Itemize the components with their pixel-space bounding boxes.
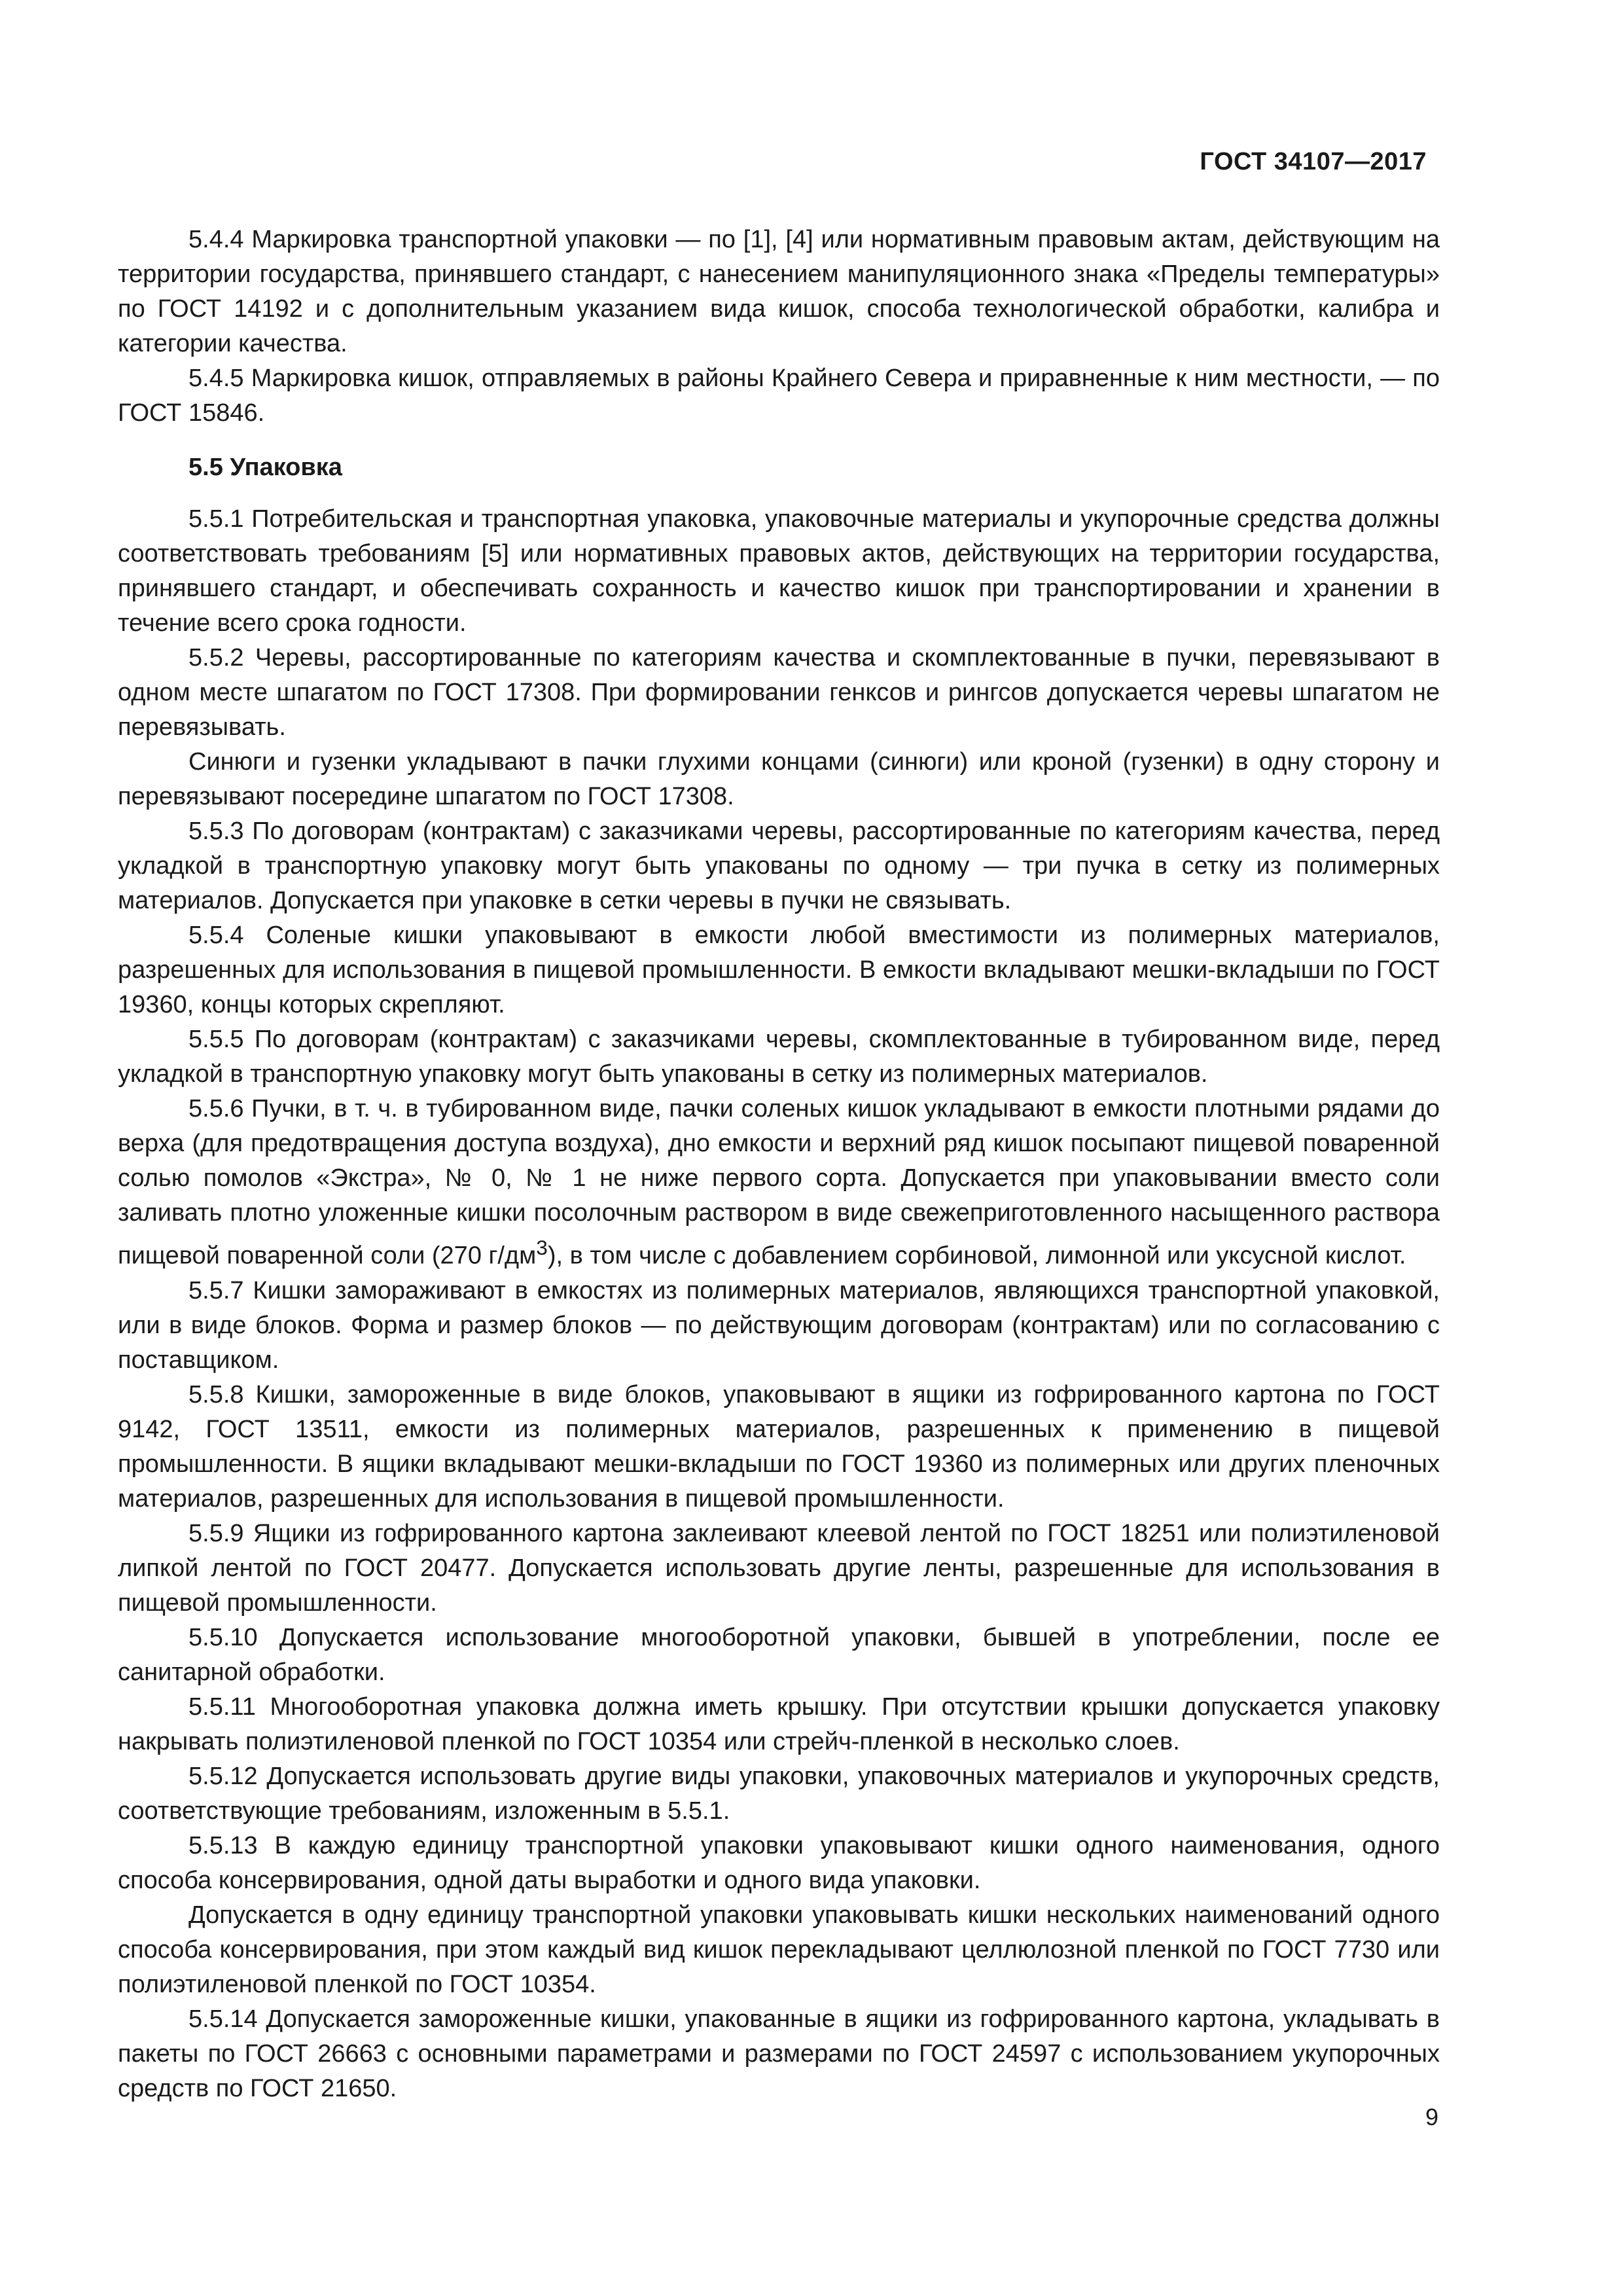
paragraph-5-5-7: 5.5.7 Кишки замораживают в емкостях из полимерных материалов, являющихся транспортной упаковкой, или в виде блоков. Форма и размер блоков — по действующим договорам (контрактам) или по согласованию с поставщиком.: [118, 1276, 1440, 1374]
paragraph-5-5-12: 5.5.12 Допускается использовать другие виды упаковки, упаковочных материалов и укупорочных средств, соответствующие требованиям, изложенным в 5.5.1.: [118, 1762, 1440, 1825]
paragraph-5-5-13: 5.5.13 В каждую единицу транспортной упаковки упаковывают кишки одного наименования, одного способа консервирования, одной даты выработки и одного вида упаковки.: [118, 1831, 1440, 1894]
paragraph-5-5-6-text: 5.5.6 Пучки, в т. ч. в тубированном виде, пачки соленых кишок укладывают в емкости плотными рядами до верха (для предотвращения доступа воздуха), дно емкости и верхний ряд кишок посыпают пищевой поваренной солью помолов «Экстра», № 0, № 1 не ниже первого сорта. Допускается при упаковывании вместо соли заливать плотно уложенные кишки посолочным раствором в виде свежеприготовленного насыщенного раствора пищевой поваренной соли (270 г/дм: [118, 1095, 1440, 1270]
paragraph-5-5-5: 5.5.5 По договорам (контрактам) с заказчиками черевы, скомплектованные в тубированном виде, перед укладкой в транспортную упаковку могут быть упакованы в сетку из полимерных материалов.: [118, 1026, 1440, 1088]
paragraph-5-5-11: 5.5.11 Многооборотная упаковка должна иметь крышку. При отсутствии крышки допускается упаковку накрывать полиэтиленовой пленкой по ГОСТ 10354 или стрейч-пленкой в несколько слоев.: [118, 1693, 1440, 1755]
section-title-5-5: 5.5 Упаковка: [188, 454, 342, 481]
paragraph-5-5-6-text-end: ), в том числе с добавлением сорбиновой, лимонной или уксусной кислот.: [547, 1242, 1406, 1270]
page-number: 9: [1425, 2104, 1438, 2130]
paragraph-5-5-14: 5.5.14 Допускается замороженные кишки, упакованные в ящики из гофрированного картона, укладывать в пакеты по ГОСТ 26663 с основными параметрами и размерами по ГОСТ 24597 с использованием укупорочных средств по ГОСТ 21650.: [118, 2005, 1440, 2102]
paragraph-5-5-4: 5.5.4 Соленые кишки упаковывают в емкости любой вместимости из полимерных материалов, разрешенных для использования в пищевой промышленности. В емкости вкладывают мешки-вкладыши по ГОСТ 19360, концы которых скрепляют.: [118, 922, 1440, 1018]
paragraph-5-5-8: 5.5.8 Кишки, замороженные в виде блоков, упаковывают в ящики из гофрированного картона по ГОСТ 9142, ГОСТ 13511, емкости из полимерных материалов, разрешенных к применению в пищевой промышленности. В ящики вкладывают мешки-вкладыши по ГОСТ 19360 из полимерных или других пленочных материалов, разрешенных для использования в пищевой промышленности.: [118, 1380, 1440, 1513]
paragraph-5-5-9: 5.5.9 Ящики из гофрированного картона заклеивают клеевой лентой по ГОСТ 18251 или полиэтиленовой липкой лентой по ГОСТ 20477. Допускается использовать другие ленты, разрешенные для использования в пищевой промышленности.: [118, 1519, 1440, 1617]
paragraph-5-4-4: 5.4.4 Маркировка транспортной упаковки — по [1], [4] или нормативным правовым актам, действующим на территории государства, принявшего стандарт, с нанесением манипуляционного знака «Пределы температуры» по ГОСТ 14192 и с дополнительным указанием вида кишок, способа технологической обработки, калибра и категории качества.: [118, 226, 1440, 357]
document-body: [118, 223, 1440, 2106]
paragraph-5-5-3: 5.5.3 По договорам (контрактам) с заказчиками черевы, рассортированные по категориям качества, перед укладкой в транспортную упаковку могут быть упакованы по одному — три пучка в сетку из полимерных материалов. Допускается при упаковке в сетки черевы в пучки не связывать.: [118, 817, 1440, 914]
paragraph-5-4-5: 5.4.5 Маркировка кишок, отправляемых в районы Крайнего Севера и приравненные к ним местности, — по ГОСТ 15846.: [118, 365, 1440, 427]
paragraph-5-5-6: [118, 1092, 1440, 1274]
paragraph-5-5-2: 5.5.2 Черевы, рассортированные по категориям качества и скомплектованные в пучки, перевязывают в одном месте шпагатом по ГОСТ 17308. При формировании генксов и рингсов допускается черевы шпагатом не перевязывать.: [118, 644, 1440, 741]
paragraph-5-5-1: 5.5.1 Потребительская и транспортная упаковка, упаковочные материалы и укупорочные средства должны соответствовать требованиям [5] или нормативных правовых актов, действующих на территории государства, принявшего стандарт, и обеспечивать сохранность и качество кишок при транспортировании и хранении в течение всего срока годности.: [118, 505, 1440, 637]
unit-superscript: 3: [536, 1236, 548, 1259]
paragraph-5-5-2-continued: Синюги и гузенки укладывают в пачки глухими концами (синюги) или кроной (гузенки) в одну сторону и перевязывают посередине шпагатом по ГОСТ 17308.: [118, 748, 1440, 810]
paragraph-5-5-13-continued: Допускается в одну единицу транспортной упаковки упаковывать кишки нескольких наименований одного способа консервирования, при этом каждый вид кишок перекладывают целлюлозной пленкой по ГОСТ 7730 или полиэтиленовой пленкой по ГОСТ 10354.: [118, 1901, 1440, 1998]
document-header: ГОСТ 34107—2017: [1200, 148, 1427, 175]
paragraph-5-5-10: 5.5.10 Допускается использование многооборотной упаковки, бывшей в употреблении, после ее санитарной обработки.: [118, 1623, 1440, 1686]
